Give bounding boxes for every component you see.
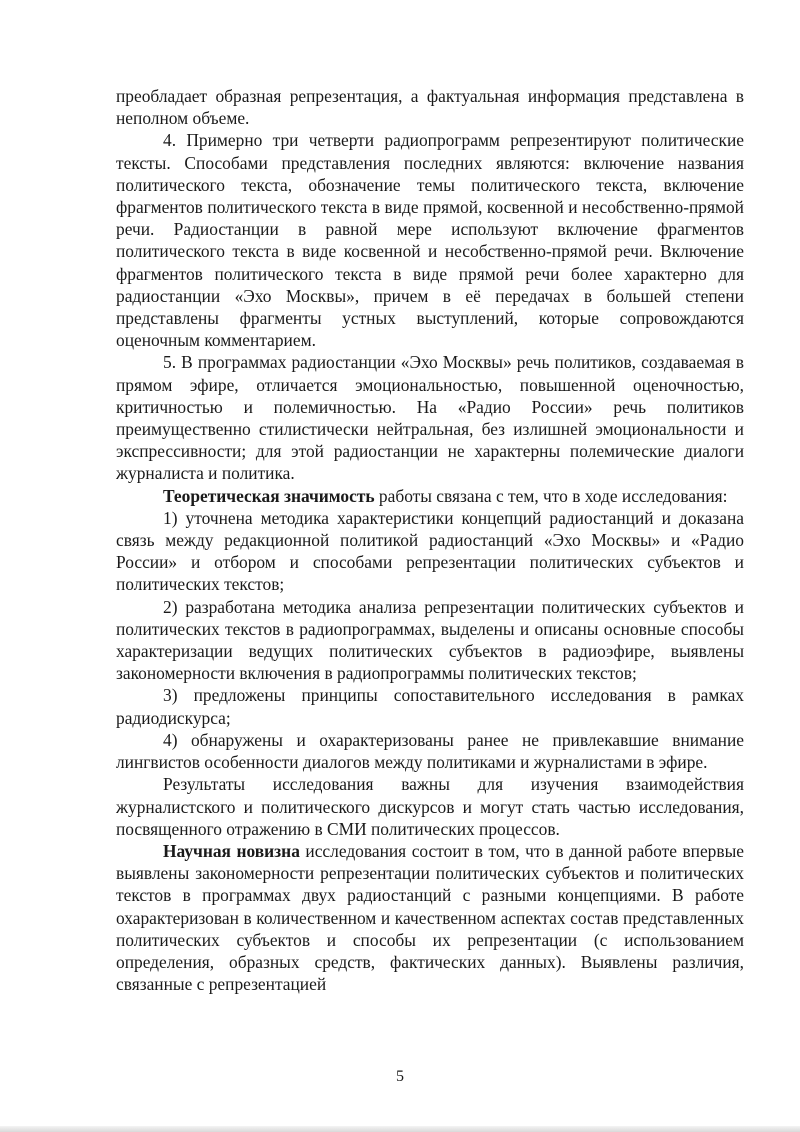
paragraph-1 — [116, 85, 744, 129]
paragraph-7 — [116, 684, 744, 728]
paragraph-5 — [116, 507, 744, 596]
paragraph-1-text: преобладает образная репрезентация, а фактуальная информация представлена в неполном объеме. — [116, 86, 744, 129]
paragraph-4 — [116, 485, 744, 507]
paragraph-2 — [116, 129, 744, 351]
paragraph-8 — [116, 729, 744, 773]
paragraph-7-text: 3) предложены принципы сопоставительного исследования в рамках радиодискурса; — [116, 685, 744, 728]
scientific-novelty-heading: Научная новизна — [163, 840, 300, 861]
paragraph-3-text: 5. В программах радиостанции «Эхо Москвы» речь политиков, создаваемая в прямом эфире, отличается эмоциональностью, повышенной оценочностью, критичностью и полемичностью. На «Радио России» речь политиков преимущественно стилистически нейтральная, без излишней эмоциональности и экспрессивности; для этой радиостанции не характерны полемические диалоги журналиста и политика. — [116, 352, 744, 484]
paragraph-10 — [116, 840, 744, 995]
paragraph-6 — [116, 596, 744, 685]
paragraph-5-text: 1) уточнена методика характеристики концепций радиостанций и доказана связь между редакционной политикой радиостанций «Эхо Москвы» и «Радио России» и отбором и способами репрезентации политических субъектов и политических текстов; — [116, 507, 744, 595]
paragraph-3 — [116, 351, 744, 484]
paragraph-6-text: 2) разработана методика анализа репрезентации политических субъектов и политических текстов в радиопрограммах, выделены и описаны основные способы характеризации ведущих политических субъектов в радиоэфире, выявлены закономерности включения в радиопрограммы политических текстов; — [116, 596, 744, 684]
body-text — [116, 85, 744, 995]
paragraph-8-text: 4) обнаружены и охарактеризованы ранее не привлекавшие внимание лингвистов особенности диалогов между политиками и журналистами в эфире. — [116, 729, 744, 773]
paragraph-10-text: исследования состоит в том, что в данной работе впервые выявлены закономерности репрезентации политических субъектов и политических текстов в программах двух радиостанций с разными концепциями. В работе охарактеризован в количественном и качественном аспектах состав представленных политических субъектов и способы их репрезентации (с использованием определения, образных средств, фактических данных). Выявлены различия, связанные с репрезентацией — [116, 840, 744, 995]
paragraph-9 — [116, 773, 744, 840]
page-number: 5 — [396, 1068, 404, 1085]
theoretical-significance-heading: Теоретическая значимость — [163, 485, 375, 506]
paragraph-9-text: Результаты исследования важны для изучения взаимодействия журналистского и политического дискурсов и могут стать частью исследования, посвященного отражению в СМИ политических процессов. — [116, 774, 744, 839]
paragraph-4-text: работы связана с тем, что в ходе исследования: — [374, 485, 728, 506]
scan-edge-divider — [0, 1126, 800, 1132]
paragraph-2-text: 4. Примерно три четверти радиопрограмм репрезентируют политические тексты. Способами представления последних являются: включение названия политического текста, обозначение темы политического текста, включение фрагментов политического текста в виде прямой, косвенной и несобственно-прямой речи. Радиостанции в равной мере используют включение фрагментов политического текста в виде косвенной и несобственно-прямой речи. Включение фрагментов политического текста в виде прямой речи более характерно для радиостанции «Эхо Москвы», причем в её передачах в большей степени представлены фрагменты устных выступлений, которые сопровождаются оценочным комментарием. — [116, 130, 744, 351]
